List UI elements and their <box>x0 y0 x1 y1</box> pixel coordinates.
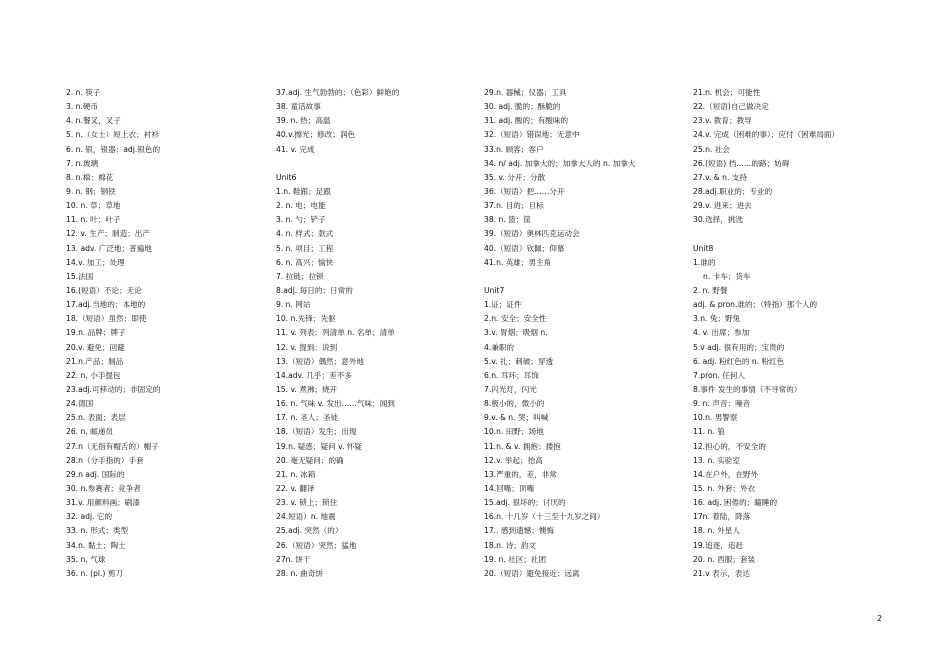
vocab-entry: 5.v adj. 很有用的；宝贵的 <box>693 342 785 352</box>
vocab-entry: 34. n/ adj. 加拿大的；加拿大人的 n. 加拿大 <box>484 158 636 168</box>
vocab-entry: 4. n.餐叉，叉子 <box>66 116 121 126</box>
vocab-entry: 14.adv. 几乎；差不多 <box>276 370 352 380</box>
vocab-entry: 8.极小的，微小的 <box>484 399 545 409</box>
vocab-entry: 22.（短语)自己做决定 <box>693 102 769 112</box>
vocab-entry: 33.n. 顾客；客户 <box>484 144 544 154</box>
vocab-entry: 33. n. 形式；类型 <box>66 526 129 536</box>
vocab-entry: 18.（短语）虽然；即使 <box>66 314 147 324</box>
vocab-entry: 29.v. 进来；进去 <box>693 201 752 211</box>
vocab-entry: 6. n. 高兴；愉快 <box>276 257 334 267</box>
vocab-entry: 20.v. 避免；回避 <box>66 342 125 352</box>
vocab-entry: 24.短语）n. 地震 <box>276 512 336 522</box>
vocab-entry: 25.adj. 突然（的） <box>276 526 343 536</box>
vocab-entry: 18.（短语）发生；出现 <box>276 427 357 437</box>
unit-heading: Unit6 <box>276 172 297 182</box>
vocab-column-4 <box>693 86 839 581</box>
vocab-entry: 3. n. 勺；铲子 <box>276 215 326 225</box>
vocab-entry <box>276 157 399 171</box>
vocab-entry: 21. n. 冰箱 <box>276 469 316 479</box>
vocab-entry: 38. n. 篮；筐 <box>484 215 531 225</box>
vocab-entry: 18. n. 外星人 <box>693 526 740 536</box>
vocab-entry: 35. v. 分开；分散 <box>484 172 546 182</box>
vocab-entry: 16.(短语）不论；无论 <box>66 285 142 295</box>
vocab-entry: 2. n. 野餐 <box>693 285 728 295</box>
vocab-entry: 11. n. 狼 <box>693 427 725 437</box>
vocab-entry: 7. n.玻璃 <box>66 158 99 168</box>
vocab-entry: 41.n. 英雄；男主角 <box>484 257 552 267</box>
vocab-entry: 14.v. 加工；处理 <box>66 257 125 267</box>
vocab-column-1 <box>66 86 160 581</box>
vocab-entry: 9. n. 网站 <box>276 300 311 310</box>
vocab-entry: 8.adj. 每日的；日常的 <box>276 285 353 295</box>
vocab-entry: 38. 童话故事 <box>276 102 321 112</box>
vocab-entry: 39. n. 热；高温 <box>276 116 331 126</box>
vocab-entry: 8.事件 发生的事情（不寻常的） <box>693 384 802 394</box>
vocab-entry: adj. & pron.谁的；（特指）那个人的 <box>693 300 818 310</box>
vocab-entry: 17n. 着陆，降落 <box>693 512 751 522</box>
vocab-entry: 17. n. 圣人；圣徒 <box>276 413 339 423</box>
vocab-entry: 12.担心的，不安全的 <box>693 441 766 451</box>
vocab-entry: 23.adj.可移动的；非固定的 <box>66 384 161 394</box>
vocab-entry: 32. adj. 它的 <box>66 512 113 522</box>
vocab-entry <box>693 227 839 241</box>
vocab-entry: 26.(短语) 挡……的路；妨碍 <box>693 158 790 168</box>
vocab-entry: 40.v.擦光；修改；润色 <box>276 130 356 140</box>
vocab-entry: 31.v. 用颜料画；刷漆 <box>66 498 140 508</box>
vocab-entry: 27.n（无指有帽舌的）帽子 <box>66 441 159 451</box>
vocab-entry: 12. v. 提到；说到 <box>276 342 338 352</box>
vocab-entry: 27.v. & n. 支持 <box>693 172 747 182</box>
vocab-entry: 36. n. (pl.) 剪刀 <box>66 568 124 578</box>
vocab-entry: 12. v. 生产；制造；出产 <box>66 229 150 239</box>
vocab-entry: 9. n. 钢；钢铁 <box>66 186 116 196</box>
vocab-entry: 29.n adj. 国际的 <box>66 469 125 479</box>
vocab-entry: 21.n. 机会；可能性 <box>693 88 761 97</box>
vocab-entry: 13.（短语）偶然；意外地 <box>276 356 365 366</box>
vocab-entry: 19.n. 品牌；牌子 <box>66 328 126 338</box>
vocab-entry: 8. n.棉；棉花 <box>66 172 114 182</box>
vocab-entry: 28.adj.职业的；专业的 <box>693 186 773 196</box>
vocab-entry: 5.v. 扎；刺破；穿透 <box>484 356 554 366</box>
vocab-entry: 3. n.硬币 <box>66 102 99 112</box>
vocab-entry: 16. n. 气味 v. 发出……气味；闻到 <box>276 399 395 409</box>
vocab-entry: 20.（短语）避免接近；远离 <box>484 568 580 578</box>
unit-heading: Unit8 <box>693 243 714 253</box>
vocab-entry: 6.n. 耳环；耳饰 <box>484 370 539 380</box>
vocab-entry: 20. 毫无疑问；的确 <box>276 455 344 465</box>
vocab-entry: 30. adj. 脆的；酥脆的 <box>484 102 561 112</box>
vocab-entry: 1.证；证件 <box>484 300 522 310</box>
vocab-entry: 13. adv. 广泛地；普遍地 <box>66 243 152 253</box>
vocab-entry: 37.adj. 生气勃勃的；（色彩）鲜艳的 <box>276 88 400 97</box>
vocab-entry: 36.（短语）把……分开 <box>484 186 565 196</box>
vocab-entry: 4. v. 出席；参加 <box>693 328 750 338</box>
vocab-entry: 15.adj. 很坏的；讨厌的 <box>484 498 566 508</box>
vocab-entry: 24.德国 <box>66 399 94 409</box>
vocab-entry: 25.n. 社会 <box>693 144 730 154</box>
vocab-entry: 7. 拉链；拉锁 <box>276 271 324 281</box>
vocab-entry: 2.n. 安全；安全性 <box>484 314 547 324</box>
vocab-entry: n. 卡车；货车 <box>693 271 751 281</box>
vocab-entry: 19.n. 疑惑；疑问 v. 怀疑 <box>276 441 363 451</box>
vocab-entry: 5. n. 项目；工程 <box>276 243 334 253</box>
vocab-entry: 14.回嘴；顶嘴 <box>484 483 535 493</box>
vocab-column-3 <box>484 86 635 581</box>
vocab-entry: 23.v. 教育；教导 <box>693 116 752 126</box>
vocab-entry: 30. n.参赛者；竞争者 <box>66 483 141 493</box>
vocab-entry: 23. v. 锁上；锁住 <box>276 498 338 508</box>
vocab-entry: 20. n. 西服；套装 <box>693 554 756 564</box>
vocab-entry: 40.（短语）钦佩；仰慕 <box>484 243 565 253</box>
vocab-entry: 13. n. 实验室 <box>693 455 740 465</box>
vocab-entry: 19. n. 社区；社团 <box>484 554 547 564</box>
vocab-entry: 14.在户外，在野外 <box>693 469 759 479</box>
vocab-entry: 9.v. & n. 哭；叫喊 <box>484 413 549 423</box>
vocab-entry: 11. n. 叶；叶子 <box>66 215 121 225</box>
vocab-entry: 24.v. 完成（困难的事）；应付（困难局面） <box>693 130 840 140</box>
vocab-entry: 22. n. 小手提包 <box>66 370 121 380</box>
vocab-entry: 10.n. 田野；场地 <box>484 427 544 437</box>
vocab-entry: 10. n. 草；草地 <box>66 201 121 211</box>
vocab-entry: 1.谁的 <box>693 257 716 267</box>
vocab-entry: 41. v. 完成 <box>276 144 315 154</box>
vocab-entry: 3.n. 兔；野兔 <box>693 314 741 324</box>
vocab-entry: 32.（短语）错误地；无意中 <box>484 130 580 140</box>
vocab-entry: 3.v. 胃烟；吸烟 n. <box>484 328 548 338</box>
vocab-entry: 6. adj. 粉红色的 n. 粉红色 <box>693 356 785 366</box>
vocab-entry: 28. n. 曲奇饼 <box>276 568 323 578</box>
vocab-entry: 2. n. 筷子 <box>66 88 101 97</box>
vocab-entry: 10. n.先锋；先驱 <box>276 314 336 324</box>
vocab-entry: 12.v. 举起；抬高 <box>484 455 543 465</box>
vocab-entry: 5. n.（女士）短上衣；衬衫 <box>66 130 159 140</box>
vocab-entry: 1.n. 鞋跟；足跟 <box>276 186 331 196</box>
vocab-entry: 34.n. 黏土；陶土 <box>66 540 126 550</box>
vocab-entry <box>484 270 635 284</box>
vocab-entry: 7.pron. 任何人 <box>693 370 746 380</box>
vocab-entry: 15. n. 外套；外衣 <box>693 483 756 493</box>
vocab-column-2 <box>276 86 399 581</box>
vocab-entry: 26.（短语）突然；猛地 <box>276 540 357 550</box>
vocab-entry: 11.n. & v. 拥抱；搂抱 <box>484 441 561 451</box>
vocab-entry: 4.兼职的 <box>484 342 515 352</box>
vocab-entry: 30.选择，挑选 <box>693 215 744 225</box>
vocab-entry: 21.v 表示，表达 <box>693 568 750 578</box>
vocab-entry: 25.n. 表面；表层 <box>66 413 126 423</box>
vocab-entry: 13.严重的，差，非常 <box>484 469 557 479</box>
vocab-entry: 15.法国 <box>66 271 94 281</box>
vocab-entry: 9. n. 声音；噪音 <box>693 399 751 409</box>
vocab-entry: 17.. 感到遗憾；懊悔 <box>484 526 555 536</box>
vocab-entry: 26. n. 邮递员 <box>66 427 113 437</box>
vocab-entry: 19.追逐，追赶 <box>693 540 744 550</box>
vocab-entry: 22. v. 翻译 <box>276 483 315 493</box>
vocab-entry: 17.adj.当地的；本地的 <box>66 300 146 310</box>
vocab-entry: 15. v. 煮沸；烧开 <box>276 384 338 394</box>
vocab-entry: 37.n. 目的；目标 <box>484 201 544 211</box>
vocab-entry: 29.n. 器械；仪器；工具 <box>484 88 567 97</box>
unit-heading: Unit7 <box>484 285 505 295</box>
vocab-entry: 28.n（分手指的）手套 <box>66 455 144 465</box>
vocab-entry: 4. n. 样式；款式 <box>276 229 334 239</box>
vocab-entry: 35. n. 气球 <box>66 554 106 564</box>
page-number: 2 <box>877 614 883 623</box>
vocab-entry: 16.n. 十几岁（十三至十九岁之间） <box>484 512 605 522</box>
vocab-entry: 27n. 饼干 <box>276 554 311 564</box>
vocab-entry: 21.n.产品；制品 <box>66 356 124 366</box>
vocab-entry: 39.（短语）奥林匹克运动会 <box>484 229 580 239</box>
vocab-entry: 7.闪光灯，闪光 <box>484 384 537 394</box>
vocab-entry: 2. n. 电；电能 <box>276 201 326 211</box>
vocab-entry: 18.n. 诗；韵文 <box>484 540 537 550</box>
vocab-entry: 11. v. 列表；列清单 n. 名单；清单 <box>276 328 395 338</box>
vocab-entry: 10.n. 男警察 <box>693 413 738 423</box>
vocab-entry: 16. adj. 困倦的；瞌睡的 <box>693 498 778 508</box>
vocab-entry: 6. n. 银，银器；adj.银色的 <box>66 144 161 154</box>
vocab-entry: 31. adj. 酸的；有酸味的 <box>484 116 569 126</box>
